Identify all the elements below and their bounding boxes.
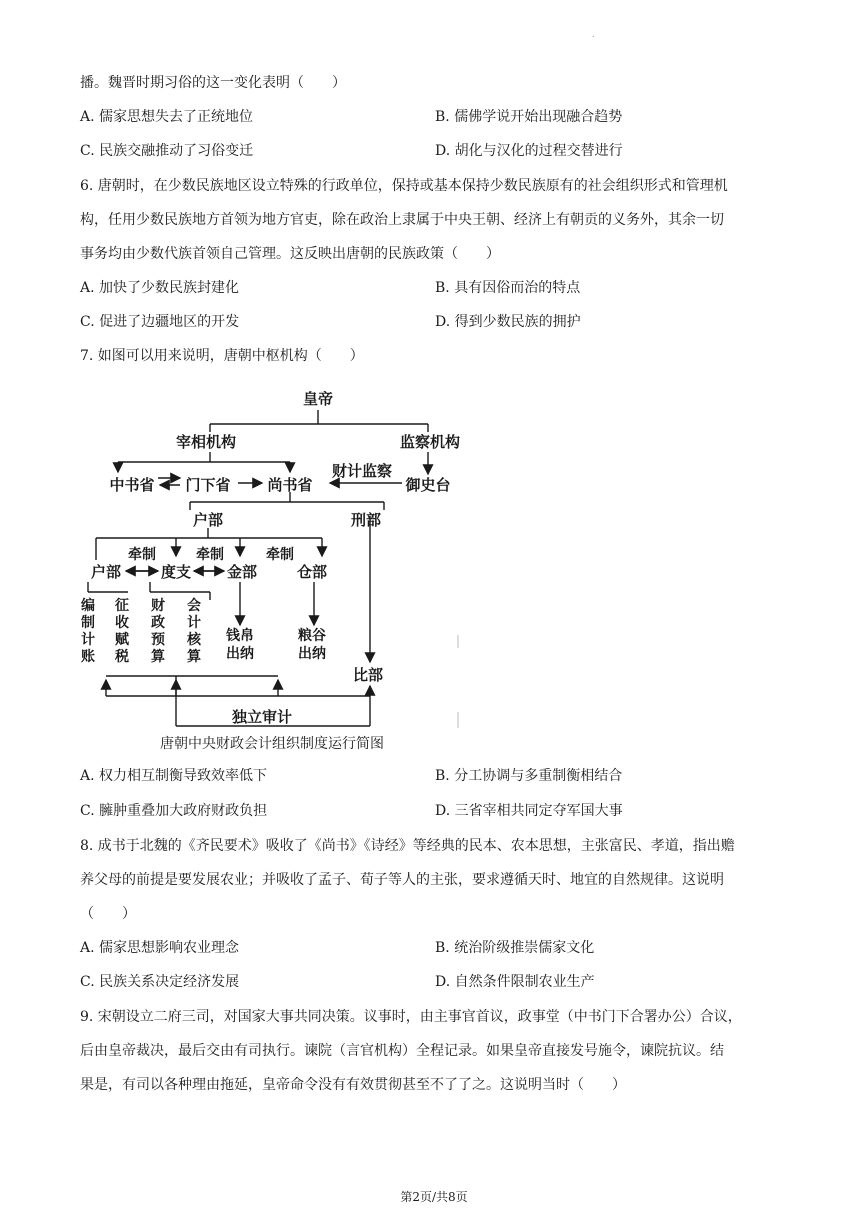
node-shangshu: 尚书省 (267, 476, 313, 494)
q6-option-a[interactable]: A. 加快了少数民族封建化 (80, 280, 240, 296)
q7-option-b[interactable]: B. 分工协调与多重制衡相结合 (435, 768, 623, 784)
node-jinbu: 金部 (226, 563, 258, 581)
q6-option-c[interactable]: C. 促进了边疆地区的开发 (80, 314, 240, 330)
q8-option-c[interactable]: C. 民族关系决定经济发展 (80, 974, 240, 990)
node-qianbo-1: 钱帛 (226, 628, 254, 644)
q5-option-b[interactable]: B. 儒佛学说开始出现融合趋势 (435, 109, 623, 125)
q6-stem-line1: 6. 唐朝时，在少数民族地区设立特殊的行政单位，保持或基本保持少数民族原有的社会组织形式和管理机 (80, 178, 728, 194)
q6-option-d[interactable]: D. 得到少数民族的拥护 (435, 314, 581, 330)
label-caiji: 财计监察 (331, 462, 393, 480)
q7-option-c[interactable]: C. 臃肿重叠加大政府财政负担 (80, 803, 268, 819)
label-qianzhi-1: 牵制 (128, 547, 156, 563)
node-caizheng: 财政预算 (151, 598, 165, 665)
node-emperor: 皇帝 (302, 390, 334, 408)
q9-stem-line3: 果是，有司以各种理由拖延，皇帝命令没有有效贯彻甚至不了了之。这说明当时（ ） (80, 1077, 626, 1093)
q9-stem-line1: 9. 宋朝设立二府三司，对国家大事共同决策。议事时，由主事官首议，政事堂（中书门下合署办公）合议， (80, 1009, 742, 1025)
q5-stem-fragment: 播。魏晋时期习俗的这一变化表明（ ） (80, 75, 346, 91)
q5-option-c[interactable]: C. 民族交融推动了习俗变迁 (80, 143, 254, 159)
node-duzhi: 度支 (160, 563, 192, 581)
node-qianbo-2: 出纳 (226, 646, 254, 662)
q5-option-d[interactable]: D. 胡化与汉化的过程交替进行 (435, 143, 623, 159)
node-bianzhi: 编制计账 (81, 598, 95, 665)
q8-option-a[interactable]: A. 儒家思想影响农业理念 (80, 940, 240, 956)
q8-option-b[interactable]: B. 统治阶级推崇儒家文化 (435, 940, 595, 956)
node-chancellor: 宰相机构 (175, 433, 237, 451)
page-dot: . (592, 30, 595, 39)
node-zhongshu: 中书省 (109, 476, 155, 494)
q8-stem-line2: 养父母的前提是要发展农业；并吸收了孟子、荀子等人的主张，要求遵循天时、地宜的自然规律。这说明 (80, 872, 724, 888)
node-menxia: 门下省 (185, 476, 231, 494)
q8-stem-line1: 8. 成书于北魏的《齐民要术》吸收了《尚书》《诗经》等经典的民本、农本思想，主张富民、孝道，指出赡 (80, 838, 735, 854)
q9-stem-line2: 后由皇帝裁决，最后交由有司执行。谏院（言官机构）全程记录。如果皇帝直接发号施令，谏院抗议。结 (80, 1043, 724, 1059)
node-xingbu: 刑部 (350, 511, 382, 529)
node-lianggu-1: 粮谷 (298, 628, 326, 644)
node-kuaiji: 会计核算 (187, 598, 201, 665)
label-qianzhi-3: 牵制 (266, 547, 294, 563)
diagram-caption: 唐朝中央财政会计组织制度运行简图 (160, 736, 384, 752)
node-cangbu: 仓部 (296, 563, 328, 581)
node-zhengshou: 征收赋税 (115, 598, 129, 665)
node-hubu-top: 户部 (192, 511, 224, 529)
q8-option-d[interactable]: D. 自然条件限制农业生产 (435, 974, 595, 990)
page-footer: 第2页/共8页 (400, 1190, 468, 1204)
q7-option-a[interactable]: A. 权力相互制衡导致效率低下 (80, 768, 268, 784)
label-qianzhi-2: 牵制 (196, 547, 224, 563)
node-supervision: 监察机构 (399, 433, 461, 451)
q6-option-b[interactable]: B. 具有因俗而治的特点 (435, 280, 581, 296)
q5-option-a[interactable]: A. 儒家思想失去了正统地位 (80, 109, 254, 125)
label-audit: 独立审计 (231, 708, 293, 726)
q8-stem-line3: （ ） (80, 906, 136, 922)
node-lianggu-2: 出纳 (298, 646, 326, 662)
q7-stem: 7. 如图可以用来说明，唐朝中枢机构（ ） (80, 348, 364, 364)
node-bibu: 比部 (352, 666, 384, 684)
q6-stem-line3: 事务均由少数代族首领自己管理。这反映出唐朝的民族政策（ ） (80, 246, 500, 262)
q6-stem-line2: 构，任用少数民族地方首领为地方官吏，除在政治上隶属于中央王朝、经济上有朝贡的义务外，其余一切 (80, 212, 724, 228)
tang-finance-diagram (0, 380, 868, 760)
node-yushitai: 御史台 (405, 476, 451, 494)
node-hubu: 户部 (90, 563, 122, 581)
q7-option-d[interactable]: D. 三省宰相共同定夺军国大事 (435, 803, 623, 819)
